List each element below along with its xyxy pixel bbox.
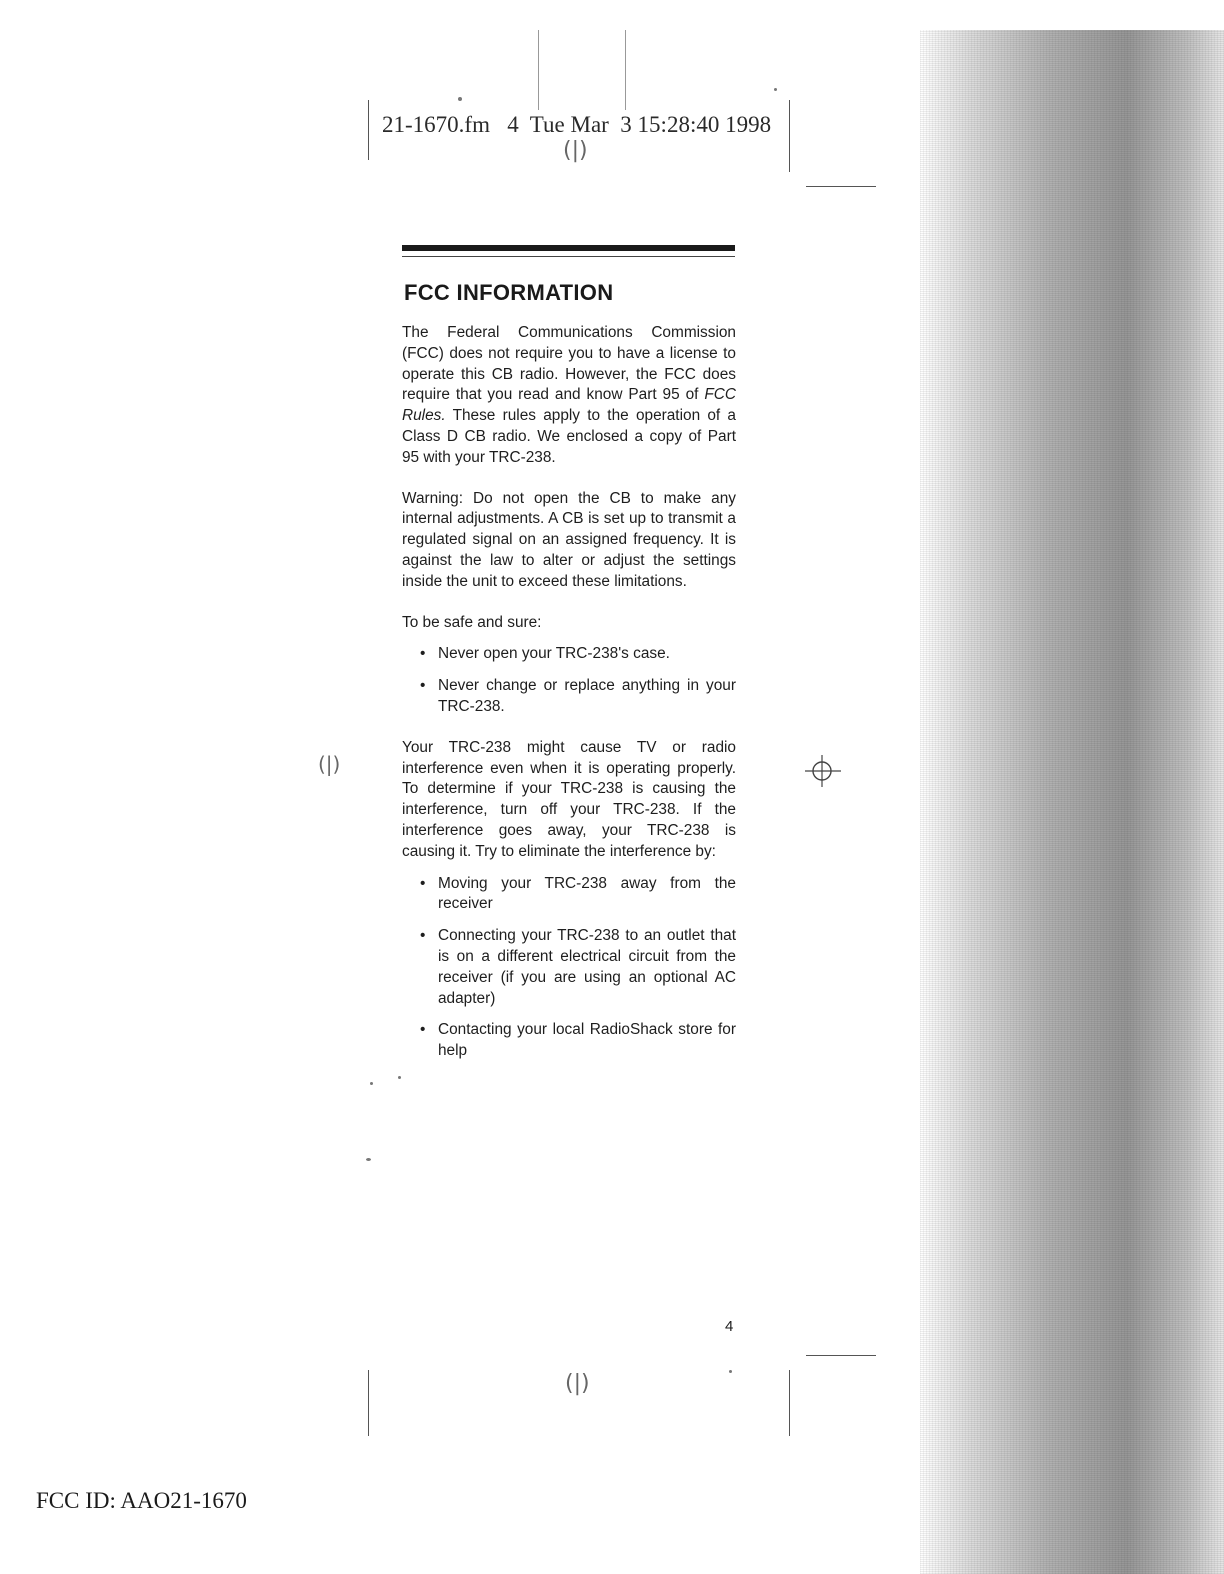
registration-mark-icon: (|) — [318, 752, 341, 776]
main-content — [402, 323, 736, 1082]
safe-lead-paragraph: To be safe and sure: — [402, 613, 542, 631]
page-number: 4 — [725, 1318, 734, 1335]
scan-speck — [370, 1082, 373, 1085]
fcc-id-label: FCC ID: AAO21-1670 — [36, 1488, 247, 1513]
crop-mark — [806, 1355, 876, 1356]
registration-mark-icon: (|) — [563, 138, 588, 163]
crop-mark — [625, 30, 626, 110]
list-item: • Never open your TRC-238's case. — [438, 644, 736, 665]
scan-speck — [398, 1076, 401, 1079]
crop-mark — [368, 1370, 369, 1436]
list-item: • Moving your TRC-238 away from the receiver — [438, 874, 736, 916]
scan-speck — [366, 1158, 371, 1161]
scan-speck — [729, 1370, 732, 1373]
header-file-stamp: 21-1670.fm 4 Tue Mar 3 15:28:40 1998 — [382, 112, 772, 137]
scan-noise-strip — [920, 30, 1224, 1574]
intro-rest-text: These rules apply to the operation of a Class D CB radio. We enclosed a copy of Part 95 with your TRC-238. — [402, 407, 736, 466]
crop-mark — [789, 100, 790, 172]
registration-mark-icon: (|) — [565, 1371, 590, 1396]
safe-list — [402, 644, 736, 717]
crop-mark — [538, 30, 539, 110]
section-rule-thick — [402, 245, 735, 251]
intro-paragraph — [402, 323, 736, 469]
scan-speck — [458, 97, 462, 101]
intro-italic-text: FCC Rules. — [402, 386, 736, 425]
crop-mark — [368, 100, 369, 160]
warning-paragraph: Warning: Do not open the CB to make any internal adjustments. A CB is set up to transmit a regulated signal on an assigned frequency. It is against the law to alter or adjust the settings inside the unit to exceed these limitations. — [402, 489, 736, 590]
list-item: • Connecting your TRC-238 to an outlet that is on a different electrical circuit from the receiver (if you are using an optional AC adapter) — [438, 926, 736, 1009]
intro-text: The Federal Communications Commission (FCC) does not require you to have a license to operate this CB radio. However, the FCC does require that you read and know Part 95 of — [402, 324, 736, 404]
list-item: • Never change or replace anything in your TRC-238. — [438, 676, 736, 718]
scan-speck — [774, 88, 777, 91]
crosshair-target-icon — [803, 753, 843, 789]
list-item: • Contacting your local RadioShack store for help — [438, 1020, 736, 1062]
section-rule-thin — [402, 256, 735, 257]
crop-mark — [789, 1370, 790, 1436]
page-title: FCC INFORMATION — [404, 280, 614, 305]
fix-list — [402, 874, 736, 1062]
crop-mark — [806, 186, 876, 187]
interference-paragraph: Your TRC-238 might cause TV or radio interference even when it is operating properly. To determine if your TRC-238 is causing the interference, turn off your TRC-238. If the interference goes away, your TRC-238 is causing it. Try to eliminate the interference by: — [402, 738, 736, 860]
